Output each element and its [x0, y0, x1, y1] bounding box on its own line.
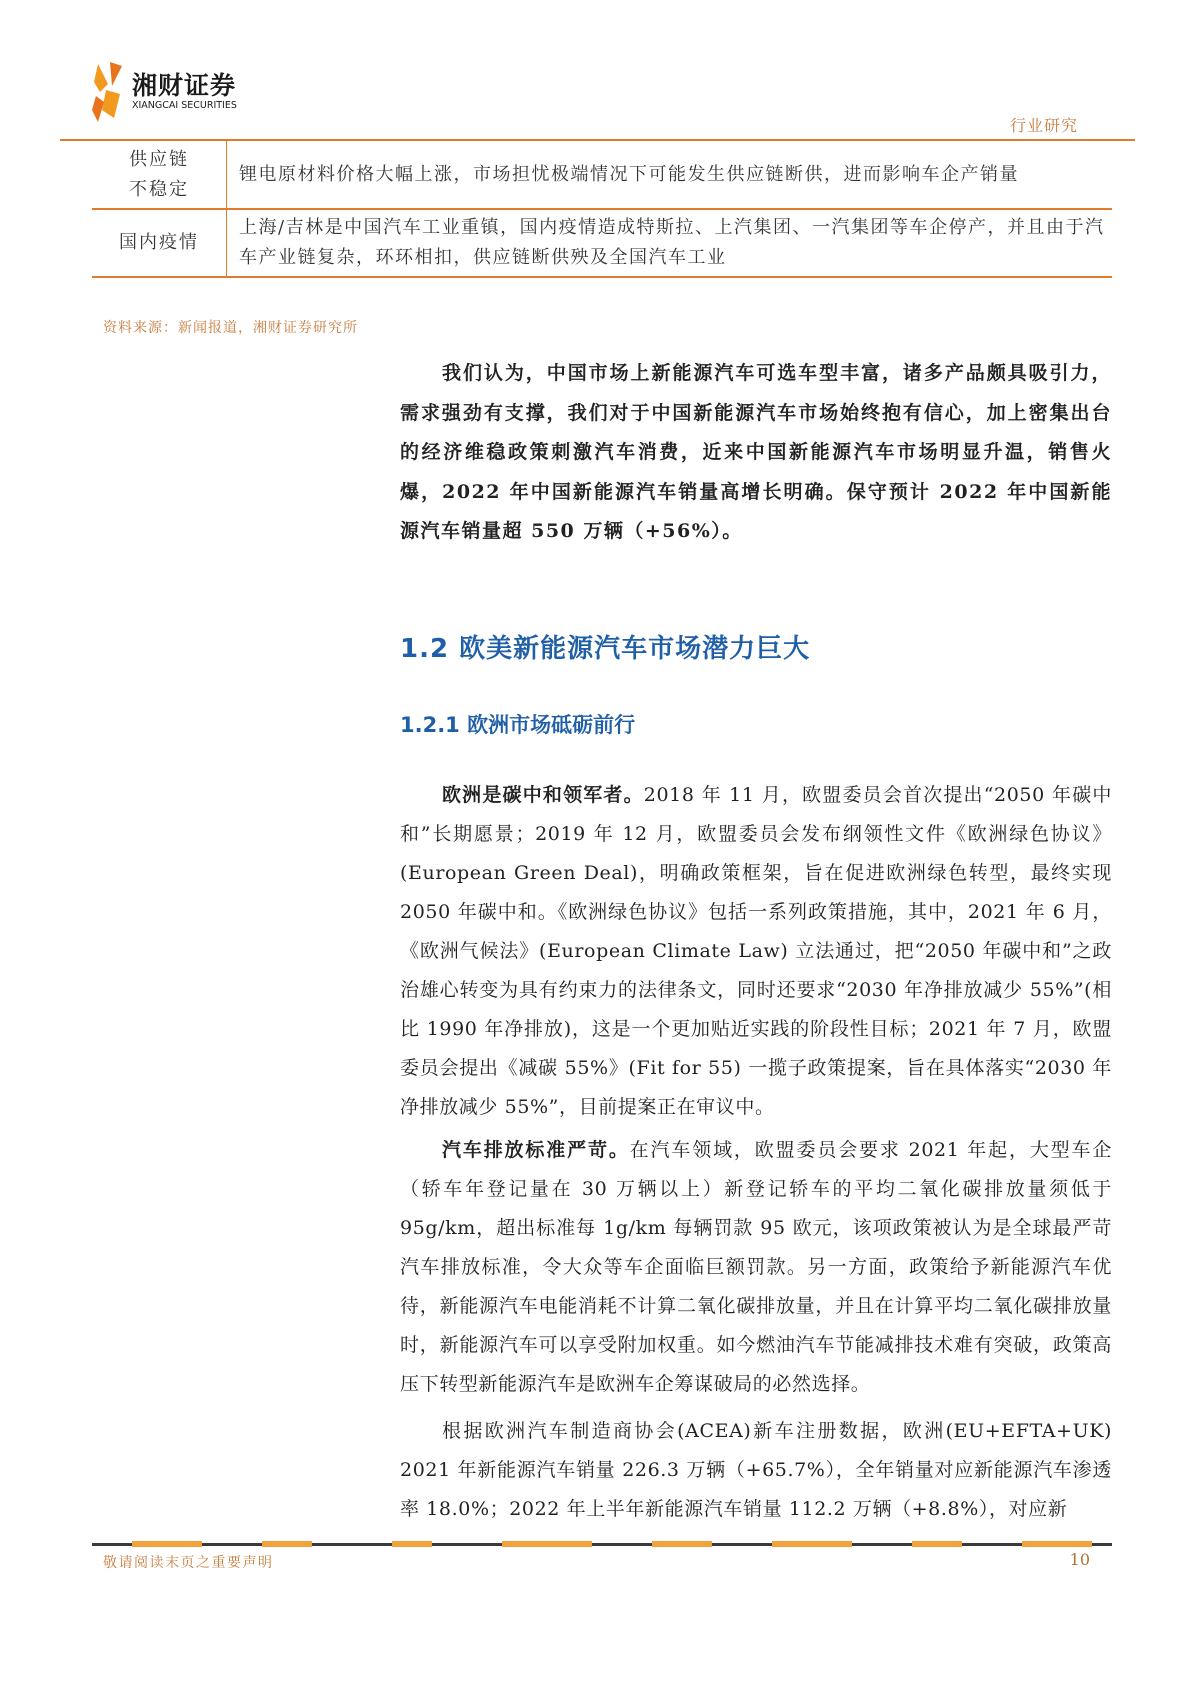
logo-text-cn: 湘财证券 [132, 71, 237, 100]
paragraph-text: 在汽车领域，欧盟委员会要求 2021 年起，大型车企（轿车年登记量在 30 万辆以上）新登记轿车的平均二氧化碳排放量须低于 95g/km，超出标准每 1g/km 每辆罚款 95 欧元，该项政策被认为是全球最严苛汽车排放标准，令大众等车企面临巨额罚款。另一方面，政策给予新能源汽车优待，新能源汽车电能消耗不计算二氧化碳排放量，并且在计算平均二氧化碳排放量时，新能源汽车可以享受附加权重。如今燃油汽车节能减排技术难有突破，政策高压下转型新能源汽车是欧洲车企筹谋破局的必然选择。 [400, 1139, 1112, 1395]
footer-stripe [92, 1541, 1112, 1547]
logo-text-en: XIANGCAI SECURITIES [132, 100, 237, 111]
risk-table [92, 141, 1112, 278]
table-source-note: 资料来源：新闻报道，湘财证券研究所 [103, 320, 358, 336]
paragraph-emission-standard [400, 1131, 1112, 1404]
table-cell-key: 供应链 不稳定 [92, 141, 227, 209]
section-heading: 1.2 欧美新能源汽车市场潜力巨大 [400, 634, 811, 664]
footer-disclaimer: 敬请阅读末页之重要声明 [103, 1555, 274, 1571]
paragraph-carbon-neutral [400, 776, 1112, 1127]
report-category: 行业研究 [1009, 116, 1078, 135]
summary-paragraph: 我们认为，中国市场上新能源汽车可选车型丰富，诸多产品颇具吸引力，需求强劲有支撑，我们对于中国新能源汽车市场始终抱有信心，加上密集出台的经济维稳政策刺激汽车消费，近来中国新能源汽车市场明显升温，销售火爆，2022 年中国新能源汽车销量高增长明确。保守预计 2022 年中国新能源汽车销量超 550 万辆（+56%）。 [400, 362, 1112, 542]
table-row [92, 141, 1112, 209]
logo-mark-icon [92, 60, 128, 124]
table-cell-key: 国内疫情 [92, 209, 227, 277]
company-logo [92, 60, 242, 130]
table-cell-value: 上海/吉林是中国汽车工业重镇，国内疫情造成特斯拉、上汽集团、一汽集团等车企停产，并且由于汽车产业链复杂，环环相扣，供应链断供殃及全国汽车工业 [227, 209, 1113, 277]
page-number: 10 [1069, 1550, 1090, 1569]
subsection-heading: 1.2.1 欧洲市场砥砺前行 [400, 713, 636, 737]
paragraph-acea-data: 根据欧洲汽车制造商协会(ACEA)新车注册数据，欧洲(EU+EFTA+UK) 2021 年新能源汽车销量 226.3 万辆（+65.7%），全年销量对应新能源汽车渗透率 18.0%；2022 年上半年新能源汽车销量 112.2 万辆（+8.8%），对应新 [400, 1420, 1112, 1520]
paragraph-lead: 汽车排放标准严苛。 [442, 1139, 630, 1161]
table-row [92, 209, 1112, 277]
table-cell-value: 锂电原材料价格大幅上涨，市场担忧极端情况下可能发生供应链断供，进而影响车企产销量 [227, 141, 1113, 209]
paragraph-lead: 欧洲是碳中和领军者。 [442, 784, 644, 806]
paragraph-text: 2018 年 11 月，欧盟委员会首次提出“2050 年碳中和”长期愿景；2019 年 12 月，欧盟委员会发布纲领性文件《欧洲绿色协议》(European Green Deal)，明确政策框架，旨在促进欧洲绿色转型，最终实现 2050 年碳中和。《欧洲绿色协议》包括一系列政策措施，其中，2021 年 6 月，《欧洲气候法》(European Climate Law) 立法通过，把“2050 年碳中和”之政治雄心转变为具有约束力的法律条文，同时还要求“2030 年净排放减少 55%”(相比 1990 年净排放)，这是一个更加贴近实践的阶段性目标；2021 年 7 月，欧盟委员会提出《减碳 55%》(Fit for 55) 一揽子政策提案，旨在具体落实“2030 年净排放减少 55%”，目前提案正在审议中。 [400, 784, 1112, 1118]
